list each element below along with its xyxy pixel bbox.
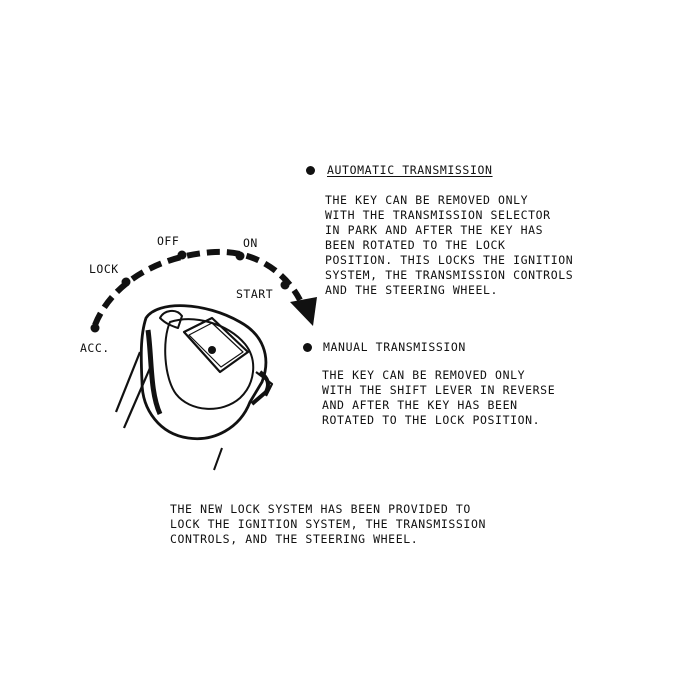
position-dot-acc [91,324,100,333]
automatic-heading: AUTOMATIC TRANSMISSION [327,163,493,177]
position-dot-off [178,251,187,260]
automatic-line: AND THE STEERING WHEEL. [325,283,499,297]
bullet-icon [306,166,315,175]
footer-line: LOCK THE IGNITION SYSTEM, THE TRANSMISSION [170,517,486,531]
automatic-line: POSITION. THIS LOCKS THE IGNITION [325,253,574,267]
dial-label-start: START [236,287,274,301]
footer-note [170,502,486,547]
manual-line: AND AFTER THE KEY HAS BEEN [322,398,518,412]
automatic-line: SYSTEM, THE TRANSMISSION CONTROLS [325,268,574,282]
manual-line: THE KEY CAN BE REMOVED ONLY [322,368,526,382]
dial-label-lock: LOCK [89,262,119,276]
automatic-line: BEEN ROTATED TO THE LOCK [325,238,506,252]
manual-heading: MANUAL TRANSMISSION [323,340,466,354]
position-dot-on [236,252,245,261]
footer-line: CONTROLS, AND THE STEERING WHEEL. [170,532,419,546]
position-dot-lock [122,278,131,287]
bullet-icon [303,343,312,352]
rotation-arrow-icon [290,297,317,326]
footer-line: THE NEW LOCK SYSTEM HAS BEEN PROVIDED TO [170,502,471,516]
automatic-line: WITH THE TRANSMISSION SELECTOR [325,208,551,222]
automatic-line: IN PARK AND AFTER THE KEY HAS [325,223,544,237]
dial-label-on: ON [243,236,258,250]
dial-label-off: OFF [157,234,180,248]
automatic-body [325,193,573,298]
ignition-lock-cylinder-icon [116,306,272,470]
manual-line: WITH THE SHIFT LEVER IN REVERSE [322,383,556,397]
manual-body [322,368,555,428]
manual-line: ROTATED TO THE LOCK POSITION. [322,413,541,427]
automatic-line: THE KEY CAN BE REMOVED ONLY [325,193,529,207]
dial-label-acc: ACC. [80,341,110,355]
position-dot-start [281,281,290,290]
